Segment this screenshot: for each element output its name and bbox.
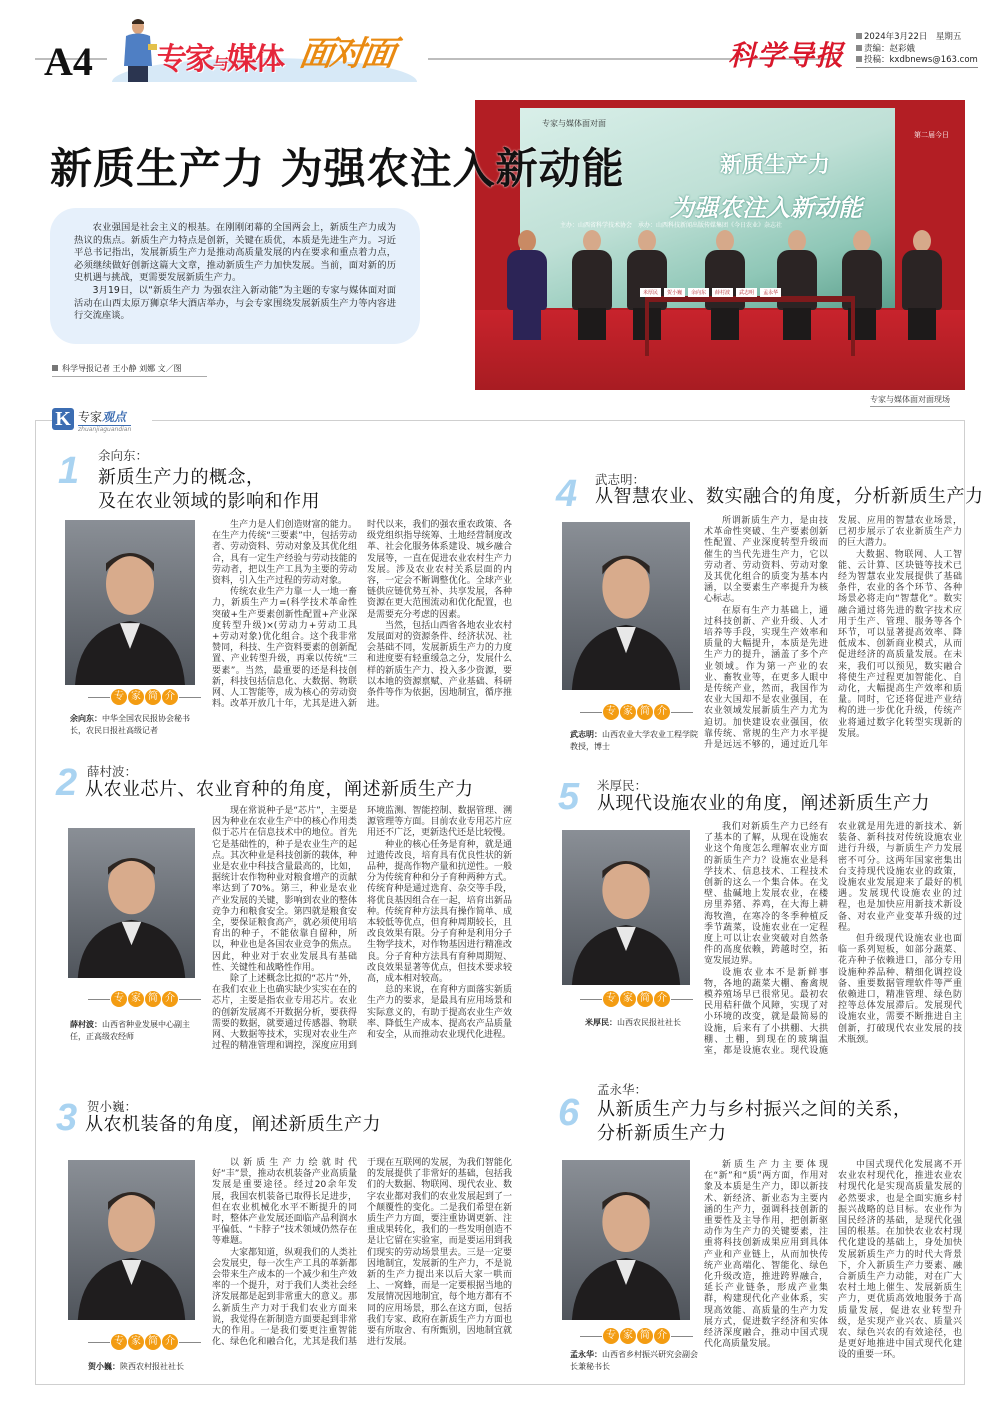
article-body	[704, 1160, 962, 1362]
article-title: 新质生产力的概念， 及在农业领域的影响和作用	[98, 467, 320, 512]
expert-portrait	[68, 1160, 195, 1320]
expert-bio: 余向东：中华全国农民报协会秘书长，农民日报社高级记者	[70, 713, 190, 735]
expert-portrait	[562, 1160, 690, 1320]
article-body	[212, 1158, 512, 1348]
event-photo: 专家与媒体面对面 新质生产力 为强农注入新动能 主办：山西省科学技术协会 承办：山西科技新闻出版传媒集团《今日农业》杂志社 第二届今日 米厚民 贺小巍 余向东 薛村波 武志明 孟永华	[475, 100, 965, 390]
submit-email: 投稿：kxdbnews@163.com	[856, 55, 978, 68]
expert-profile-badge: 专 家 简 介	[580, 704, 693, 720]
stage-screen: 专家与媒体面对面 新质生产力 为强农注入新动能 主办：山西省科学技术协会 承办：山西科技新闻出版传媒集团《今日农业》杂志社	[520, 108, 895, 308]
issue-date: 2024年3月22日 星期五	[856, 32, 978, 44]
expert-portrait	[562, 830, 690, 985]
body-paragraph: 除了上述概念比拟的“芯片”外，在我们农业上也确实缺少实实在在的芯片，主要是指农业专用芯片。农业的创新发展离不开数据分析，要获得需要的数据，就要通过传感器、物联网、大数据等技术，实现对农业生产过程的精准管理和调控，深度应用到环境监测、智能控制、数据管理、溯源管理等方面。目前农业专用芯片应用还不广泛，更新迭代还是比较慢。	[212, 806, 512, 1052]
body-paragraph: 大数据、物联网、人工智能、云计算、区块链等技术已经为智慧农业发展提供了基础条件，农业的各个环节、各种场景必将走向“智慧化”。数实融合通过将先进的数字技术应用于生产、管理、服务等各个环节，可以显著提高效率、降低成本、创新商业模式，从而促进经济的高质量发展。在未来，我们可以预见，数实融合将使生产过程更加智能化、自动化，大幅提高生产效率和质量。同时，它还将促进产业结构的进一步优化升级，传统产业将通过数字化转型实现新的发展。	[838, 549, 962, 739]
body-paragraph: 所谓新质生产力，是由技术革命性突破、生产要素创新性配置、产业深度转型升级而催生的当代先进生产力，它以劳动者、劳动资料、劳动对象及其优化组合的质变为基本内涵，以全要素生产率提升为核心标志。	[704, 516, 828, 605]
article-title: 从农业芯片、农业育种的角度，阐述新质生产力	[85, 779, 474, 800]
body-paragraph: 种业的核心任务是育种，就是通过遗传改良，培育具有优良性状的新品种，提高作物产量和抗逆性。一般分为传统育种和分子育种两种方式。传统育种是通过选育、杂交等手段，将优良基因组合在一起，培育出新品种。传统育种方法具有操作简单、成本较低等优点，但育种周期较长，且改良效果有限。分子育种是利用分子生物学技术，对作物基因进行精准改良。分子育种方法具有育种周期短、改良效果显著等优点，但技术要求较高，成本相对较高。	[367, 839, 512, 985]
photo-caption: 专家与媒体面对面现场	[870, 394, 950, 407]
expert-name: 贺小巍：	[87, 1099, 138, 1114]
intro-box: 农业强国是社会主义的根基。在刚刚闭幕的全国两会上，新质生产力成为热议的焦点。新质生产力特点是创新，关键在质优，本质是先进生产力。习近平总书记指出，发展新质生产力是推动高质量发展的内在要求和重点着力点，必须继续做好创新这篇大文章，推动新质生产力加快发展。当前，面对新的历史机遇与挑战，更需要发展新质生产力。 3月19日，以“新质生产力 为强农注入新动能”为主题的专家与媒体面对面活动在山西太原万狮京华大酒店举办，与会专家围绕发展新质生产力等内容进行交流座谈。	[50, 208, 420, 344]
expert-profile-badge: 专 家 简 介	[88, 689, 201, 705]
article-body	[704, 516, 962, 751]
body-paragraph: 在原有生产力基础上，通过科技创新、产业升级、人才培养等手段，实现生产效率和质量的大幅提升，本质是先进生产力的提升，涵盖了多个产业领域。作为第一产业的农业、畜牧业等，在更多人眼中是传统产业，然而，我国作为农业大国却不是农业强国，在农业领域发展新质生产力尤为迫切。加快建设农业强国，依靠传统、常规的生产力水平提升是远远不够的，通过近几年发展、应用的智慧农业场景，已初步展示了农业新质生产力的巨大潜力。	[704, 516, 962, 751]
article-number: 2	[56, 762, 78, 804]
body-paragraph: 中国式现代化发展离不开农业农村现代化，推进农业农村现代化是实现高质量发展的必然要求，也是全面实施乡村振兴战略的总目标。农业作为国民经济的基础，是现代化强国的根基。在加快农业农村现代化建设的基础上，身处加快发展新质生产力的时代大背景下，介入新质生产力要素、融合新质生产力动能，对在广大农村土地上催生、发展新质生产力，更优质高效地服务于高质量发展，促进农业转型升级，是实现产业兴农、质量兴农、绿色兴农的有效途径，也是更好地推进中国式现代化建设的重要一环。	[838, 1160, 962, 1361]
article-body	[212, 520, 512, 710]
editor: 责编：赵彩娥	[856, 44, 978, 56]
expert-portrait	[562, 522, 690, 690]
body-paragraph: 以新质生产力绘就时代好“丰”景，推动农机装备产业高质量发展是重要途径。经过20余年发展，我国农机装备已取得长足进步，但在农业机械化水平不断提升的同时，整体产业发展还面临产品利润水平偏低、“卡脖子”技术领域仍然存在等难题。	[212, 1158, 357, 1247]
page-number: A4	[44, 39, 93, 84]
expert-bio: 薛村波：山西省种业发展中心副主任，正高级农经师	[70, 1019, 190, 1041]
expert-bio: 武志明：山西农业大学农业工程学院教授，博士	[570, 729, 698, 751]
article-title: 从现代设施农业的角度，阐述新质生产力	[597, 793, 930, 814]
article-number: 4	[556, 473, 578, 515]
expert-bio: 米厚民：山西农民报社社长	[585, 1017, 681, 1027]
body-paragraph: 总的来说，在育种方面落实新质生产力的要求，是最具有应用场景和实际意义的，有助于提高农业生产效率、降低生产成本、提高农产品质量和安全，从而推动农业现代化进程。	[367, 985, 512, 1041]
expert-name: 米厚民：	[597, 778, 648, 793]
expert-profile-badge: 专 家 简 介	[580, 1328, 693, 1344]
article-number: 5	[558, 776, 580, 818]
issue-info	[856, 32, 978, 68]
body-paragraph: 新质生产力主要体现在“新”和“质”两方面，作用对象及本质是生产力，即以新技术、新经济、新业态为主要内涵的生产力，强调科技创新的重要性及主导作用，把创新驱动作为生产力的关键要素，注重将科技创新成果应用到具体产业和产业链上，从而加快传统产业高端化、智能化、绿色化升级改造，推进跨界融合，延长产业链条，形成产业集群，构建现代化产业体系，实现高效能、高质量的生产力发展方式，促进数字经济和实体经济深度融合，推动中国式现代化高质量发展。	[704, 1160, 828, 1350]
body-paragraph: 大家都知道，纵观我们的人类社会发展史，每一次生产工具的革新都会带来生产成本的一个减少和生产效率的一个提升，对于我们人类社会经济发展都是起到非常重大的意义。那么新质生产力对于我们农业方面来说，我觉得在新制造方面要起到非常大的作用。一是我们要更注重智能化、绿色化和融合化，尤其是我们基于现在互联网的发展，为我们智能化的发展提供了非常好的基础，包括我们的大数据、物联网、现代农业、数字农业都对我们的农业发展起到了一个颠覆性的变化。二是我们希望在新质生产力方面，要注重协调更新、注重成果转化，我们的一些发明创造不是让它留在实验室，而是要运用到我们现实的劳动场景里去。三是一定要因地制宜，发展新的生产力，不是说新的生产力提出来以后大家一哄而上、一窝蜂，而是一定要根据当地的发展情况因地制宜，每个地方都有不同的应用场景，那么在这方面，包括我们专家、政府在新质生产力方面也要有所取舍、有所甄别，因地制宜就进行发展。	[212, 1158, 512, 1348]
body-paragraph: 生产力是人们创造财富的能力。在生产力传统“三要素”中，包括劳动者、劳动资料、劳动对象及其优化组合，具有一定生产经验与劳动技能的劳动者，把以生产工具为主要的劳动资料，引入生产过程的劳动对象。	[212, 520, 357, 587]
expert-portrait	[68, 828, 195, 978]
body-paragraph: 传统农业生产力靠一人一地一畜力，新质生产力=(科学技术革命性突破+生产要素创新性配置+产业深度转型升级)×(劳动力+劳动工具+劳动对象)优化组合。这个我非常赞同，科技、生产资料要素的创新配置、产业转型升级，再乘以传统“三要素”。当然，最重要的还是科技创新，科技包括信息化、大数据、物联网、人工智能等，成为核心的劳动资料。改革开放几十年，尤其是进入新时代以来，我们的强农重农政策、各级党组织指导统筹、土地经营制度改革、社会化服务体系建设、城乡融合发展等，一直在促进农业农村生产力发展。涉及农业农村关系层面的内容，一定会不断调整优化。全球产业链供应链优势互补、共享发展，各种资源在更大范围流动和优化配置，也是需要充分考虑的因素。	[212, 520, 512, 710]
expert-name: 武志明：	[595, 472, 646, 487]
expert-profile-badge: 专 家 简 介	[88, 1334, 201, 1350]
expert-bio: 贺小巍：陕西农村报社社长	[88, 1361, 184, 1371]
expert-name: 余向东：	[98, 448, 149, 463]
article-body	[704, 822, 962, 1057]
article-title: 从农机装备的角度，阐述新质生产力	[85, 1114, 381, 1135]
body-paragraph: 我们对新质生产力已经有了基本的了解，从现在设施农业这个角度怎么理解农业方面的新质生产力？设施农业是科学技术、信息技术、工程技术创新的这么一个集合体。在戈壁、盐碱地上发展农业，在楼房里养猪、养鸡，在大海上耕海牧渔，在寒冷的冬季种植反季节蔬菜，设施农业在一定程度上可以让农业突破对自然条件的高度依赖，跨越时空，拓宽发展边界。	[704, 822, 828, 967]
expert-views-logo: K 专家观点 zhuanjiaguandian	[52, 406, 152, 436]
expert-profile-badge: 专 家 简 介	[88, 991, 201, 1007]
body-paragraph: 但升级现代设施农业也面临一系列短板，如部分蔬菜、花卉种子依赖进口，部分专用设施种养品种、精细化调控设备、重要数据管理软件等严重依赖进口，精准管理、绿色防控等总体发展滞后。发展现代设施农业，需要不断推进自主创新，打破现代农业发展的技术瓶颈。	[838, 934, 962, 1045]
column-logo: 专家与媒体 面对面	[112, 18, 422, 82]
article-title: 从智慧农业、数实融合的角度，分析新质生产力	[595, 486, 984, 507]
expert-name: 孟永华：	[597, 1082, 648, 1097]
article-number: 3	[56, 1097, 78, 1139]
expert-portrait	[65, 520, 195, 685]
man-figure-icon	[118, 18, 158, 82]
expert-profile-badge: 专 家 简 介	[580, 991, 693, 1007]
newspaper-name: 科学导报	[728, 39, 845, 72]
article-body	[212, 806, 512, 1052]
article-number: 1	[58, 450, 80, 492]
body-paragraph: 现在常说种子是“芯片”，主要是因为种业在农业生产中的核心作用类似于芯片在信息技术中的地位。首先它是基础性的，种子是农业生产的起点。其次种业是科技创新的载体，种业是农业中科技含量最高的，比如，据统计农作物种业对粮食增产的贡献率达到了70%。第三，种业是农业产业发展的关键，影响到农业的整体竞争力和粮食安全。第四就是粮食安全，要保证粮食高产，就必须使用培育出的种子，不能依靠自留种，所以，种业也是各国农业竞争的焦点。因此，种业对于农业发展具有基础性、关键性和战略性作用。	[212, 806, 357, 973]
nameplates: 米厚民 贺小巍 余向东 薛村波 武志明 孟永华	[640, 288, 781, 297]
expert-name: 薛村波：	[87, 764, 138, 779]
article-number: 6	[558, 1092, 580, 1134]
body-paragraph: 设施农业本不是新鲜事物，各地的蔬菜大棚、畜禽规模养殖场早已很常见。最初农民用秸秆做个风障，实现了对小环境的改变，就是最简易的设施，后来有了小拱棚、大拱棚、土棚，到现在的玻璃温室，都是设施农业。现代设施农业就是用先进的新技术、新装备、新科技对传统设施农业进行升级，与新质生产力发展密不可分。这两年国家密集出台支持现代设施农业的政策，设施农业发展迎来了最好的机遇。发展现代设施农业的过程，也是加快应用新技术新设备、对农业产业变革升级的过程。	[704, 822, 962, 1057]
body-paragraph: 当然，包括山西省各地农业农村发展面对的资源条件、经济状况、社会基础不同，发展新质生产力的力度和进度要有轻重缓急之分，发展什么样的新质生产力、投入多少资源，要以本地的资源禀赋、产业基础、科研条件等作为依据，因地制宜，循序推进。	[367, 620, 512, 710]
expert-bio: 孟永华：山西省乡村振兴研究会副会长兼秘书长	[570, 1349, 698, 1371]
page-title: 新质生产力 为强农注入新动能	[50, 144, 625, 193]
article-title: 从新质生产力与乡村振兴之间的关系， 分析新质生产力	[597, 1099, 912, 1144]
byline: 科学导报记者 王小静 刘娜 文／图	[52, 363, 207, 377]
